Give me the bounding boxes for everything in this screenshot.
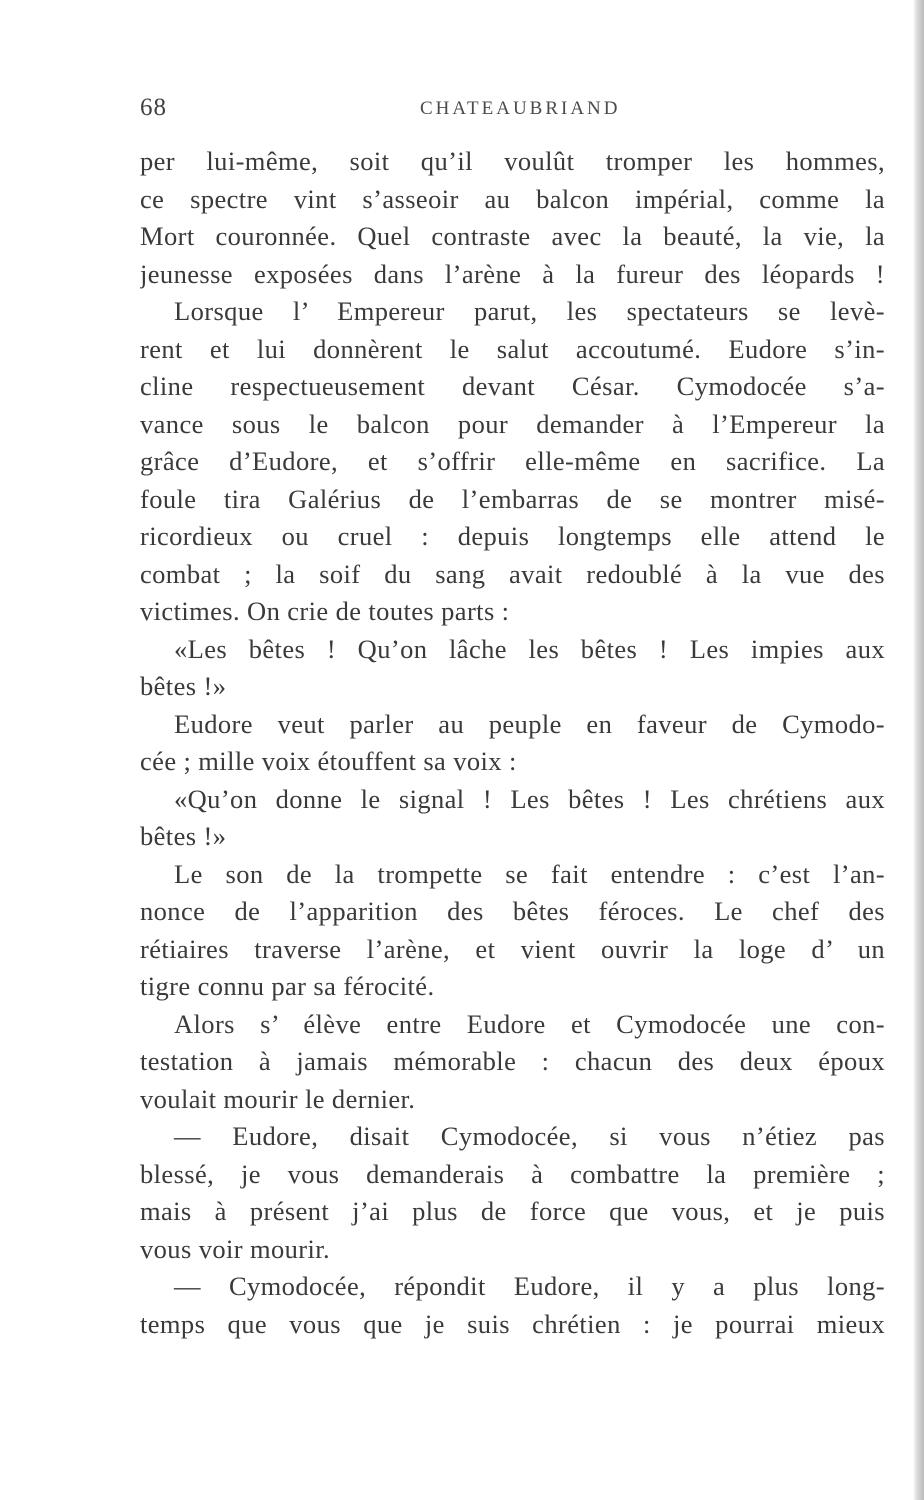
text-line: temps que vous que je suis chrétien : je pourrai mieux (140, 1308, 885, 1339)
text-line: grâce d’Eudore, et s’offrir elle-même en sacrifice. La (140, 446, 885, 476)
text-line: cline respectueusement devant César. Cymodocée s’a- (140, 371, 885, 401)
text-line: rétiaires traverse l’arène, et vient ouvrir la loge d’ un (140, 933, 885, 964)
text-line: victimes. On crie de toutes parts : (140, 596, 510, 626)
text-line: Eudore veut parler au peuple en faveur de Cymodo- (174, 708, 885, 739)
text-line: ce spectre vint s’asseoir au balcon impérial, comme la (140, 183, 885, 214)
running-title: CHATEAUBRIAND (420, 98, 621, 119)
text-line: rent et lui donnèrent le salut accoutumé. Eudore s’in- (140, 333, 885, 364)
text-line: voulait mourir le dernier. (140, 1083, 416, 1114)
text-line: — Cymodocée, répondit Eudore, il y a plus long- (174, 1271, 885, 1301)
text-line: — Eudore, disait Cymodocée, si vous n’étiez pas (174, 1121, 885, 1151)
text-line: blessé, je vous demanderais à combattre la première ; (140, 1158, 885, 1189)
text-line: vous voir mourir. (140, 1233, 331, 1264)
text-line: bêtes !» (140, 821, 227, 851)
text-line: bêtes !» (140, 671, 227, 701)
text-line: testation à jamais mémorable : chacun des deux époux (140, 1046, 885, 1076)
text-line: combat ; la soif du sang avait redoublé à la vue des (140, 558, 885, 589)
text-line: tigre connu par sa férocité. (140, 971, 435, 1001)
text-line: per lui-même, soit qu’il voulût tromper les hommes, (140, 146, 885, 176)
text-line: «Qu’on donne le signal ! Les bêtes ! Les chrétiens aux (174, 783, 885, 814)
text-line: foule tira Galérius de l’embarras de se montrer misé- (140, 483, 885, 514)
text-line: jeunesse exposées dans l’arène à la fureur des léopards ! (140, 258, 885, 289)
text-line: mais à présent j’ai plus de force que vous, et je puis (140, 1196, 885, 1226)
body-text (140, 143, 885, 1343)
text-line: Alors s’ élève entre Eudore et Cymodocée une con- (174, 1008, 885, 1039)
text-line: «Les bêtes ! Qu’on lâche les bêtes ! Les impies aux (174, 633, 885, 664)
page-edge-shadow (914, 0, 924, 1500)
text-line: cée ; mille voix étouffent sa voix : (140, 746, 517, 776)
running-head (140, 94, 890, 124)
page-number: 68 (140, 94, 167, 121)
text-line: vance sous le balcon pour demander à l’Empereur la (140, 408, 885, 439)
text-line: Lorsque l’ Empereur parut, les spectateurs se levè- (174, 296, 885, 326)
text-line: nonce de l’apparition des bêtes féroces. Le chef des (140, 896, 885, 926)
text-line: Mort couronnée. Quel contraste avec la beauté, la vie, la (140, 221, 885, 251)
text-line: ricordieux ou cruel : depuis longtemps elle attend le (140, 521, 885, 551)
text-line: Le son de la trompette se fait entendre : c’est l’an- (174, 858, 885, 889)
